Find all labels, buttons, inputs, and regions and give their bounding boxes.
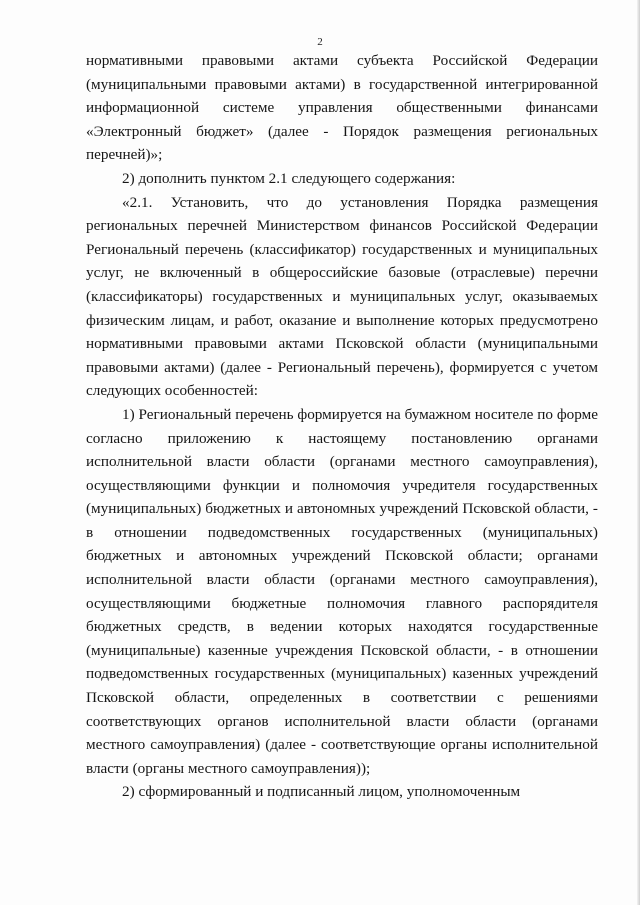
paragraph-item-2: 2) дополнить пунктом 2.1 следующего содержания: [122, 169, 456, 187]
paragraph-subitem-2: 2) сформированный и подписанный лицом, уполномоченным [122, 783, 521, 801]
paragraph-continued: нормативными правовыми актами субъекта Российской Федерации (муниципальными правовыми актами) в государственной интегрированной информационной системе управления общественными финансами «Электронный бюджет» (далее - Порядок размещения региональных перечней)»; [86, 52, 598, 164]
paragraph-clause-2-1: «2.1. Установить, что до установления Порядка размещения региональных перечней Министерством финансов Российской Федерации Региональный перечень (классификатор) государственных и муниципальных услуг, не включенный в общероссийские базовые (отраслевые) перечни (классификаторы) государственных и муниципальных услуг, оказываемых физическим лицам, и работ, оказание и выполнение которых предусмотрено нормативными правовыми актами Псковской области (муниципальными правовыми актами) (далее - Региональный перечень), формируется с учетом следующих особенностей: [86, 193, 598, 400]
document-body [86, 49, 598, 804]
paragraph-subitem-1: 1) Региональный перечень формируется на бумажном носителе по форме согласно приложению к настоящему постановлению органами исполнительной власти области (органами местного самоуправления), осуществляющими функции и полномочия учредителя государственных (муниципальных) бюджетных и автономных учреждений Псковской области, - в отношении подведомственных государственных (муниципальных) бюджетных и автономных учреждений Псковской области; органами исполнительной власти области (органами местного самоуправления), осуществляющими бюджетные полномочия главного распорядителя бюджетных средств, в ведении которых находятся государственные (муниципальные) казенные учреждения Псковской области, - в отношении подведомственных государственных (муниципальных) казенных учреждений Псковской области, определенных в соответствии с решениями соответствующих органов исполнительной власти области (органами местного самоуправления) (далее - соответствующие органы исполнительной власти (органы местного самоуправления)); [86, 405, 598, 777]
page-number: 2 [317, 36, 323, 48]
